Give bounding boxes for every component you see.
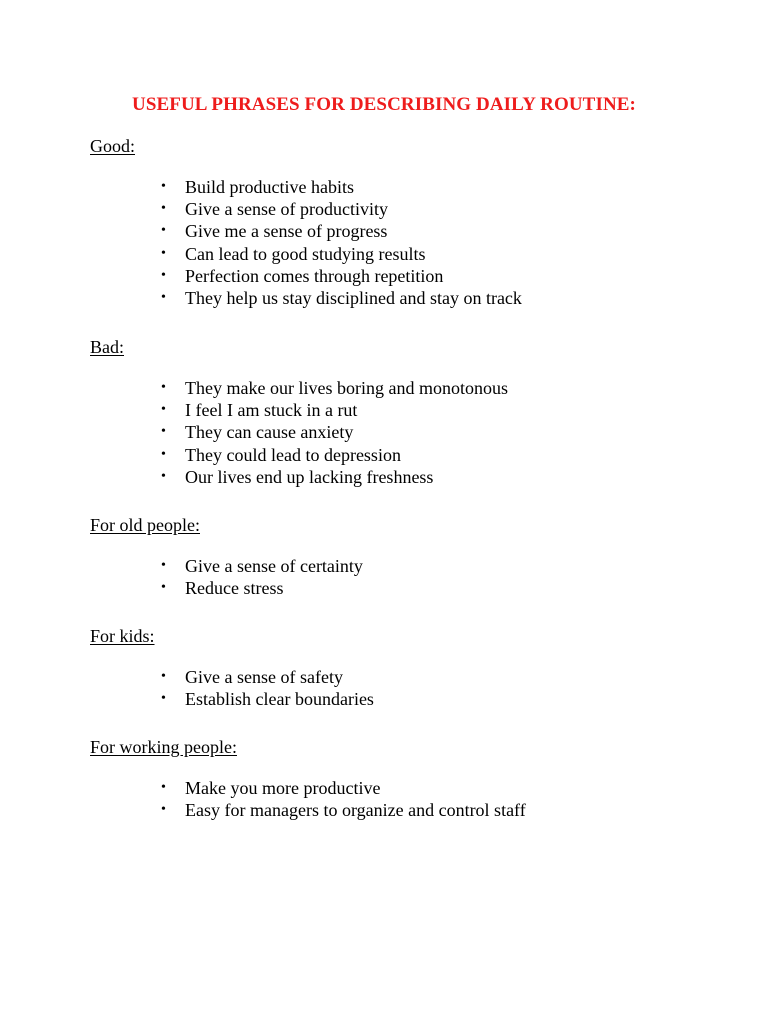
bullet-icon: • (161, 558, 166, 573)
list-item (90, 555, 690, 577)
list-item (90, 688, 690, 710)
section-heading: Bad: (90, 337, 124, 357)
list-item-text: Make you more productive (185, 778, 381, 798)
bullet-icon: • (161, 380, 166, 395)
section-heading: Good: (90, 136, 135, 156)
list-item (90, 577, 690, 599)
list-item-text: Perfection comes through repetition (185, 265, 444, 286)
list-item (90, 777, 690, 799)
list-item-text: Give a sense of certainty (185, 556, 363, 576)
section-bad (90, 335, 690, 488)
bullet-list (90, 666, 690, 710)
bullet-icon: • (161, 402, 166, 418)
section-good (90, 134, 690, 309)
bullet-list (90, 377, 690, 488)
bullet-icon: • (161, 424, 166, 440)
list-item (90, 666, 690, 688)
bullet-icon: • (161, 780, 166, 795)
list-item (90, 198, 690, 220)
bullet-icon: • (161, 223, 166, 239)
list-item (90, 444, 690, 466)
list-item-text: Build productive habits (185, 177, 354, 197)
bullet-icon: • (161, 290, 166, 306)
section-kids (90, 624, 690, 710)
list-item-text: Give a sense of safety (185, 667, 343, 687)
bullet-icon: • (161, 691, 166, 707)
bullet-list (90, 176, 690, 309)
section-working-people (90, 735, 690, 821)
list-item-text: Reduce stress (185, 578, 284, 599)
list-item-text: They could lead to depression (185, 444, 401, 465)
document-title: USEFUL PHRASES FOR DESCRIBING DAILY ROUTINE: (132, 94, 636, 115)
list-item-text: Give me a sense of progress (185, 221, 388, 242)
list-item-text: I feel I am stuck in a rut (185, 400, 358, 421)
list-item (90, 799, 690, 821)
bullet-icon: • (161, 446, 166, 462)
list-item (90, 220, 690, 242)
list-item (90, 377, 690, 399)
list-item-text: Our lives end up lacking freshness (185, 466, 434, 487)
list-item-text: Easy for managers to organize and control staff (185, 800, 526, 821)
list-item-text: Can lead to good studying results (185, 243, 426, 264)
section-heading: For old people: (90, 515, 200, 535)
list-item-text: Establish clear boundaries (185, 689, 374, 710)
list-item (90, 176, 690, 198)
section-old-people (90, 513, 690, 599)
bullet-icon: • (161, 802, 166, 818)
bullet-list (90, 555, 690, 599)
bullet-icon: • (161, 669, 166, 684)
list-item-text: They make our lives boring and monotonous (185, 378, 508, 398)
list-item (90, 421, 690, 443)
list-item-text: They can cause anxiety (185, 422, 354, 443)
list-item (90, 466, 690, 488)
bullet-list (90, 777, 690, 821)
list-item (90, 287, 690, 309)
bullet-icon: • (161, 267, 166, 283)
list-item-text: They help us stay disciplined and stay on track (185, 288, 522, 309)
list-item (90, 265, 690, 287)
bullet-icon: • (161, 468, 166, 484)
bullet-icon: • (161, 179, 166, 194)
list-item (90, 243, 690, 265)
section-heading: For kids: (90, 626, 155, 646)
list-item-text: Give a sense of productivity (185, 199, 388, 220)
list-item (90, 399, 690, 421)
section-heading: For working people: (90, 737, 237, 757)
bullet-icon: • (161, 580, 166, 596)
bullet-icon: • (161, 201, 166, 217)
bullet-icon: • (161, 245, 166, 261)
